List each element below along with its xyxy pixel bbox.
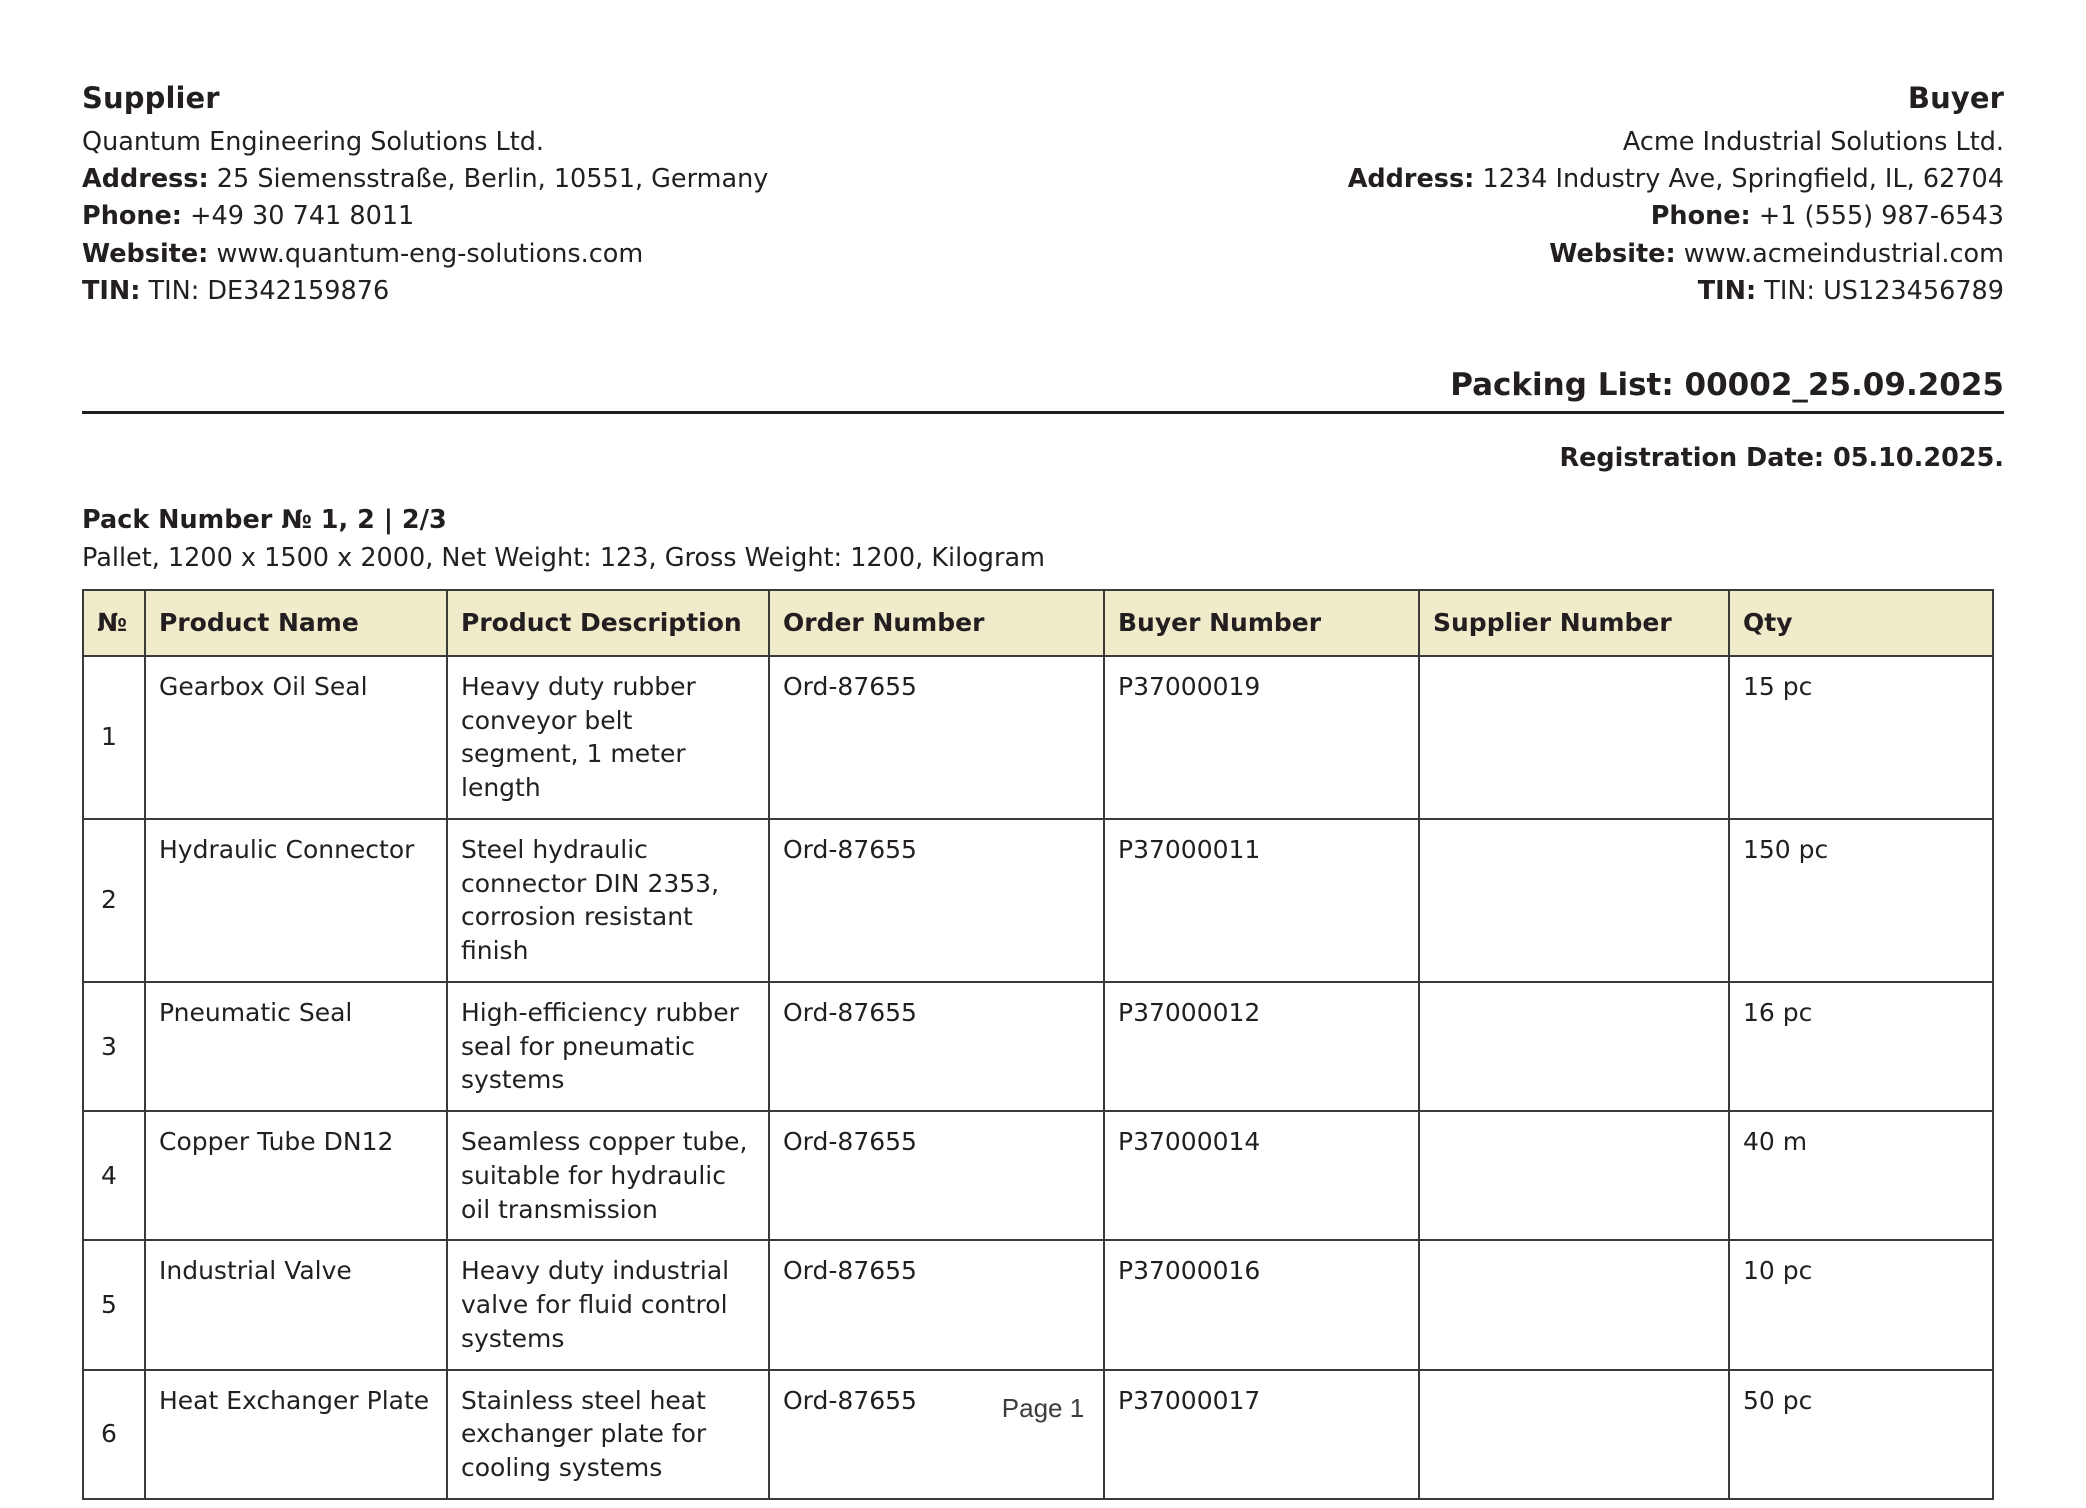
items-table-head	[83, 590, 1993, 656]
registration-date: Registration Date: 05.10.2025.	[1559, 442, 2004, 473]
cell-product-name: Pneumatic Seal	[145, 982, 447, 1111]
cell-product-description: Heavy duty industrial valve for fluid control systems	[447, 1240, 769, 1369]
supplier-website-line	[82, 237, 768, 272]
cell-product-description: Heavy duty rubber conveyor belt segment, 1 meter length	[447, 656, 769, 819]
supplier-phone-value: +49 30 741 8011	[190, 201, 415, 232]
cell-order-number: Ord-87655	[769, 1370, 1104, 1499]
cell-product-name: Industrial Valve	[145, 1240, 447, 1369]
supplier-address-line	[82, 162, 768, 197]
pack-number-title: Pack Number № 1, 2 | 2/3	[82, 504, 447, 535]
supplier-company: Quantum Engineering Solutions Ltd.	[82, 127, 545, 158]
cell-qty: 50 pc	[1729, 1370, 1993, 1499]
buyer-website-value: www.acmeindustrial.com	[1683, 238, 2004, 269]
cell-no: 1	[83, 656, 145, 819]
cell-supplier-number	[1419, 1370, 1729, 1499]
cell-qty: 10 pc	[1729, 1240, 1993, 1369]
document-title-section	[82, 367, 2004, 414]
table-row	[83, 982, 1993, 1111]
cell-supplier-number	[1419, 819, 1729, 982]
cell-no: 6	[83, 1370, 145, 1499]
supplier-website-value: www.quantum-eng-solutions.com	[216, 238, 644, 269]
buyer-phone-value: +1 (555) 987-6543	[1758, 201, 2004, 232]
cell-buyer-number: P37000014	[1104, 1111, 1419, 1240]
buyer-website-line	[1348, 237, 2004, 272]
cell-buyer-number: P37000017	[1104, 1370, 1419, 1499]
table-row	[83, 819, 1993, 982]
supplier-tin-label: TIN:	[82, 275, 141, 306]
cell-product-name: Heat Exchanger Plate	[145, 1370, 447, 1499]
column-header-supplier-number: Supplier Number	[1419, 590, 1729, 656]
cell-order-number: Ord-87655	[769, 1240, 1104, 1369]
cell-product-description: High-efficiency rubber seal for pneumatic systems	[447, 982, 769, 1111]
cell-buyer-number: P37000011	[1104, 819, 1419, 982]
table-row	[83, 656, 1993, 819]
buyer-company: Acme Industrial Solutions Ltd.	[1622, 127, 2004, 158]
supplier-phone-label: Phone:	[82, 201, 183, 232]
page-title: Packing List: 00002_25.09.2025	[1450, 366, 2004, 403]
cell-qty: 40 m	[1729, 1111, 1993, 1240]
cell-qty: 150 pc	[1729, 819, 1993, 982]
cell-order-number: Ord-87655	[769, 819, 1104, 982]
pack-details: Pallet, 1200 x 1500 x 2000, Net Weight: 123, Gross Weight: 1200, Kilogram	[82, 543, 1045, 574]
buyer-heading: Buyer	[1907, 81, 2004, 115]
column-header-product-desc: Product Description	[447, 590, 769, 656]
buyer-tin-label: TIN:	[1697, 275, 1757, 306]
cell-product-name: Gearbox Oil Seal	[145, 656, 447, 819]
cell-no: 5	[83, 1240, 145, 1369]
page-footer: Page 1	[1001, 1393, 1085, 1423]
table-header-row	[83, 590, 1993, 656]
cell-order-number: Ord-87655	[769, 656, 1104, 819]
column-header-product-name: Product Name	[145, 590, 447, 656]
table-row	[83, 1111, 1993, 1240]
cell-supplier-number	[1419, 982, 1729, 1111]
cell-qty: 15 pc	[1729, 656, 1993, 819]
supplier-address-value: 25 Siemensstraße, Berlin, 10551, Germany	[216, 164, 769, 195]
column-header-no: №	[83, 590, 145, 656]
buyer-address-value: 1234 Industry Ave, Springfield, IL, 62704	[1482, 164, 2004, 195]
supplier-phone-line	[82, 199, 768, 234]
items-table	[82, 589, 1994, 1500]
cell-supplier-number	[1419, 1111, 1729, 1240]
cell-no: 4	[83, 1111, 145, 1240]
table-row	[83, 1370, 1993, 1499]
supplier-heading: Supplier	[82, 81, 220, 115]
cell-qty: 16 pc	[1729, 982, 1993, 1111]
column-header-qty: Qty	[1729, 590, 1993, 656]
items-table-body	[83, 656, 1993, 1499]
cell-product-description: Seamless copper tube, suitable for hydraulic oil transmission	[447, 1111, 769, 1240]
buyer-address-line	[1348, 162, 2004, 197]
buyer-tin-value: TIN: US123456789	[1764, 275, 2004, 306]
cell-product-name: Copper Tube DN12	[145, 1111, 447, 1240]
cell-product-name: Hydraulic Connector	[145, 819, 447, 982]
buyer-website-label: Website:	[1549, 238, 1676, 269]
supplier-tin-line	[82, 274, 768, 309]
buyer-tin-line	[1348, 274, 2004, 309]
cell-buyer-number: P37000016	[1104, 1240, 1419, 1369]
column-header-order-number: Order Number	[769, 590, 1104, 656]
supplier-tin-value: TIN: DE342159876	[148, 275, 390, 306]
cell-no: 2	[83, 819, 145, 982]
column-header-buyer-number: Buyer Number	[1104, 590, 1419, 656]
cell-supplier-number	[1419, 656, 1729, 819]
supplier-website-label: Website:	[82, 238, 209, 269]
supplier-address-label: Address:	[82, 164, 209, 195]
cell-supplier-number	[1419, 1240, 1729, 1369]
cell-product-description: Steel hydraulic connector DIN 2353, corrosion resistant finish	[447, 819, 769, 982]
cell-no: 3	[83, 982, 145, 1111]
buyer-phone-label: Phone:	[1650, 201, 1751, 232]
cell-order-number: Ord-87655	[769, 982, 1104, 1111]
cell-buyer-number: P37000019	[1104, 656, 1419, 819]
supplier-block	[82, 78, 768, 309]
buyer-address-label: Address:	[1347, 164, 1475, 195]
parties-section	[82, 0, 2004, 309]
pack-section	[82, 503, 2004, 576]
cell-order-number: Ord-87655	[769, 1111, 1104, 1240]
buyer-block	[1348, 78, 2004, 309]
cell-buyer-number: P37000012	[1104, 982, 1419, 1111]
table-row	[83, 1240, 1993, 1369]
cell-product-description: Stainless steel heat exchanger plate for cooling systems	[447, 1370, 769, 1499]
buyer-phone-line	[1348, 199, 2004, 234]
